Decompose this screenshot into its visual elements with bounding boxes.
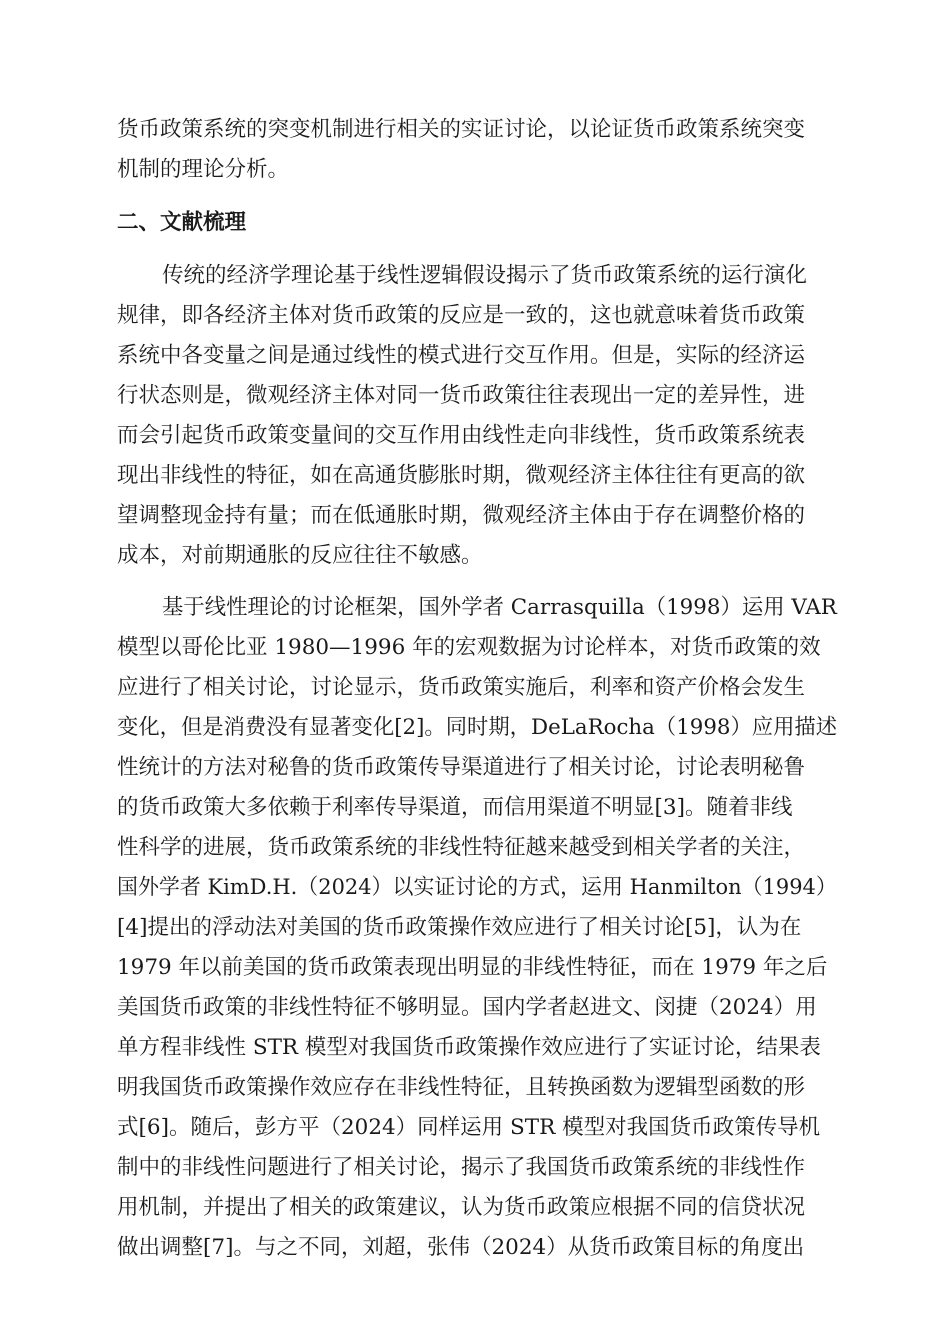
- text-line: 式[6]。随后，彭方平（2024）同样运用 STR 模型对我国货币政策传导机: [117, 1115, 821, 1140]
- text-line: 成本，对前期通胀的反应往往不敏感。: [117, 543, 483, 568]
- text-line: 系统中各变量之间是通过线性的模式进行交互作用。但是，实际的经济运: [117, 343, 806, 368]
- text-line: 应进行了相关讨论，讨论显示，货币政策实施后，利率和资产价格会发生: [117, 675, 806, 700]
- text-line: 性科学的进展，货币政策系统的非线性特征越来越受到相关学者的关注，: [117, 835, 806, 860]
- text-line: 的货币政策大多依赖于利率传导渠道，而信用渠道不明显[3]。随着非线: [117, 795, 793, 820]
- text-line: 现出非线性的特征，如在高通货膨胀时期，微观经济主体往往有更高的欲: [117, 463, 806, 488]
- text-line: 规律，即各经济主体对货币政策的反应是一致的，这也就意味着货币政策: [117, 303, 806, 328]
- text-line: 变化，但是消费没有显著变化[2]。同时期，DeLaRocha（1998）应用描述: [117, 715, 838, 740]
- section-heading: 二、文献梳理: [117, 210, 247, 235]
- text-line: 货币政策系统的突变机制进行相关的实证讨论，以论证货币政策系统突变: [117, 117, 806, 142]
- text-line: 而会引起货币政策变量间的交互作用由线性走向非线性，货币政策系统表: [117, 423, 806, 448]
- text-line: [4]提出的浮动法对美国的货币政策操作效应进行了相关讨论[5]，认为在: [117, 915, 802, 940]
- text-line: 国外学者 KimD.H.（2024）以实证讨论的方式，运用 Hanmilton（1994）: [117, 875, 837, 900]
- text-line: 做出调整[7]。与之不同，刘超，张伟（2024）从货币政策目标的角度出: [117, 1235, 805, 1260]
- text-line: 机制的理论分析。: [117, 157, 290, 182]
- text-line: 美国货币政策的非线性特征不够明显。国内学者赵进文、闵捷（2024）用: [117, 995, 817, 1020]
- text-line: 传统的经济学理论基于线性逻辑假设揭示了货币政策系统的运行演化: [162, 263, 808, 288]
- text-line: 基于线性理论的讨论框架，国外学者 Carrasquilla（1998）运用 VAR: [162, 595, 837, 620]
- text-line: 1979 年以前美国的货币政策表现出明显的非线性特征，而在 1979 年之后: [117, 955, 828, 980]
- text-line: 性统计的方法对秘鲁的货币政策传导渠道进行了相关讨论，讨论表明秘鲁: [117, 755, 806, 780]
- text-line: 用机制，并提出了相关的政策建议，认为货币政策应根据不同的信贷状况: [117, 1195, 806, 1220]
- text-line: 望调整现金持有量；而在低通胀时期，微观经济主体由于存在调整价格的: [117, 503, 806, 528]
- text-line: 制中的非线性问题进行了相关讨论，揭示了我国货币政策系统的非线性作: [117, 1155, 806, 1180]
- text-line: 行状态则是，微观经济主体对同一货币政策往往表现出一定的差异性，进: [117, 383, 806, 408]
- text-line: 明我国货币政策操作效应存在非线性特征，且转换函数为逻辑型函数的形: [117, 1075, 806, 1100]
- text-line: 模型以哥伦比亚 1980—1996 年的宏观数据为讨论样本，对货币政策的效: [117, 635, 821, 660]
- text-line: 单方程非线性 STR 模型对我国货币政策操作效应进行了实证讨论，结果表: [117, 1035, 821, 1060]
